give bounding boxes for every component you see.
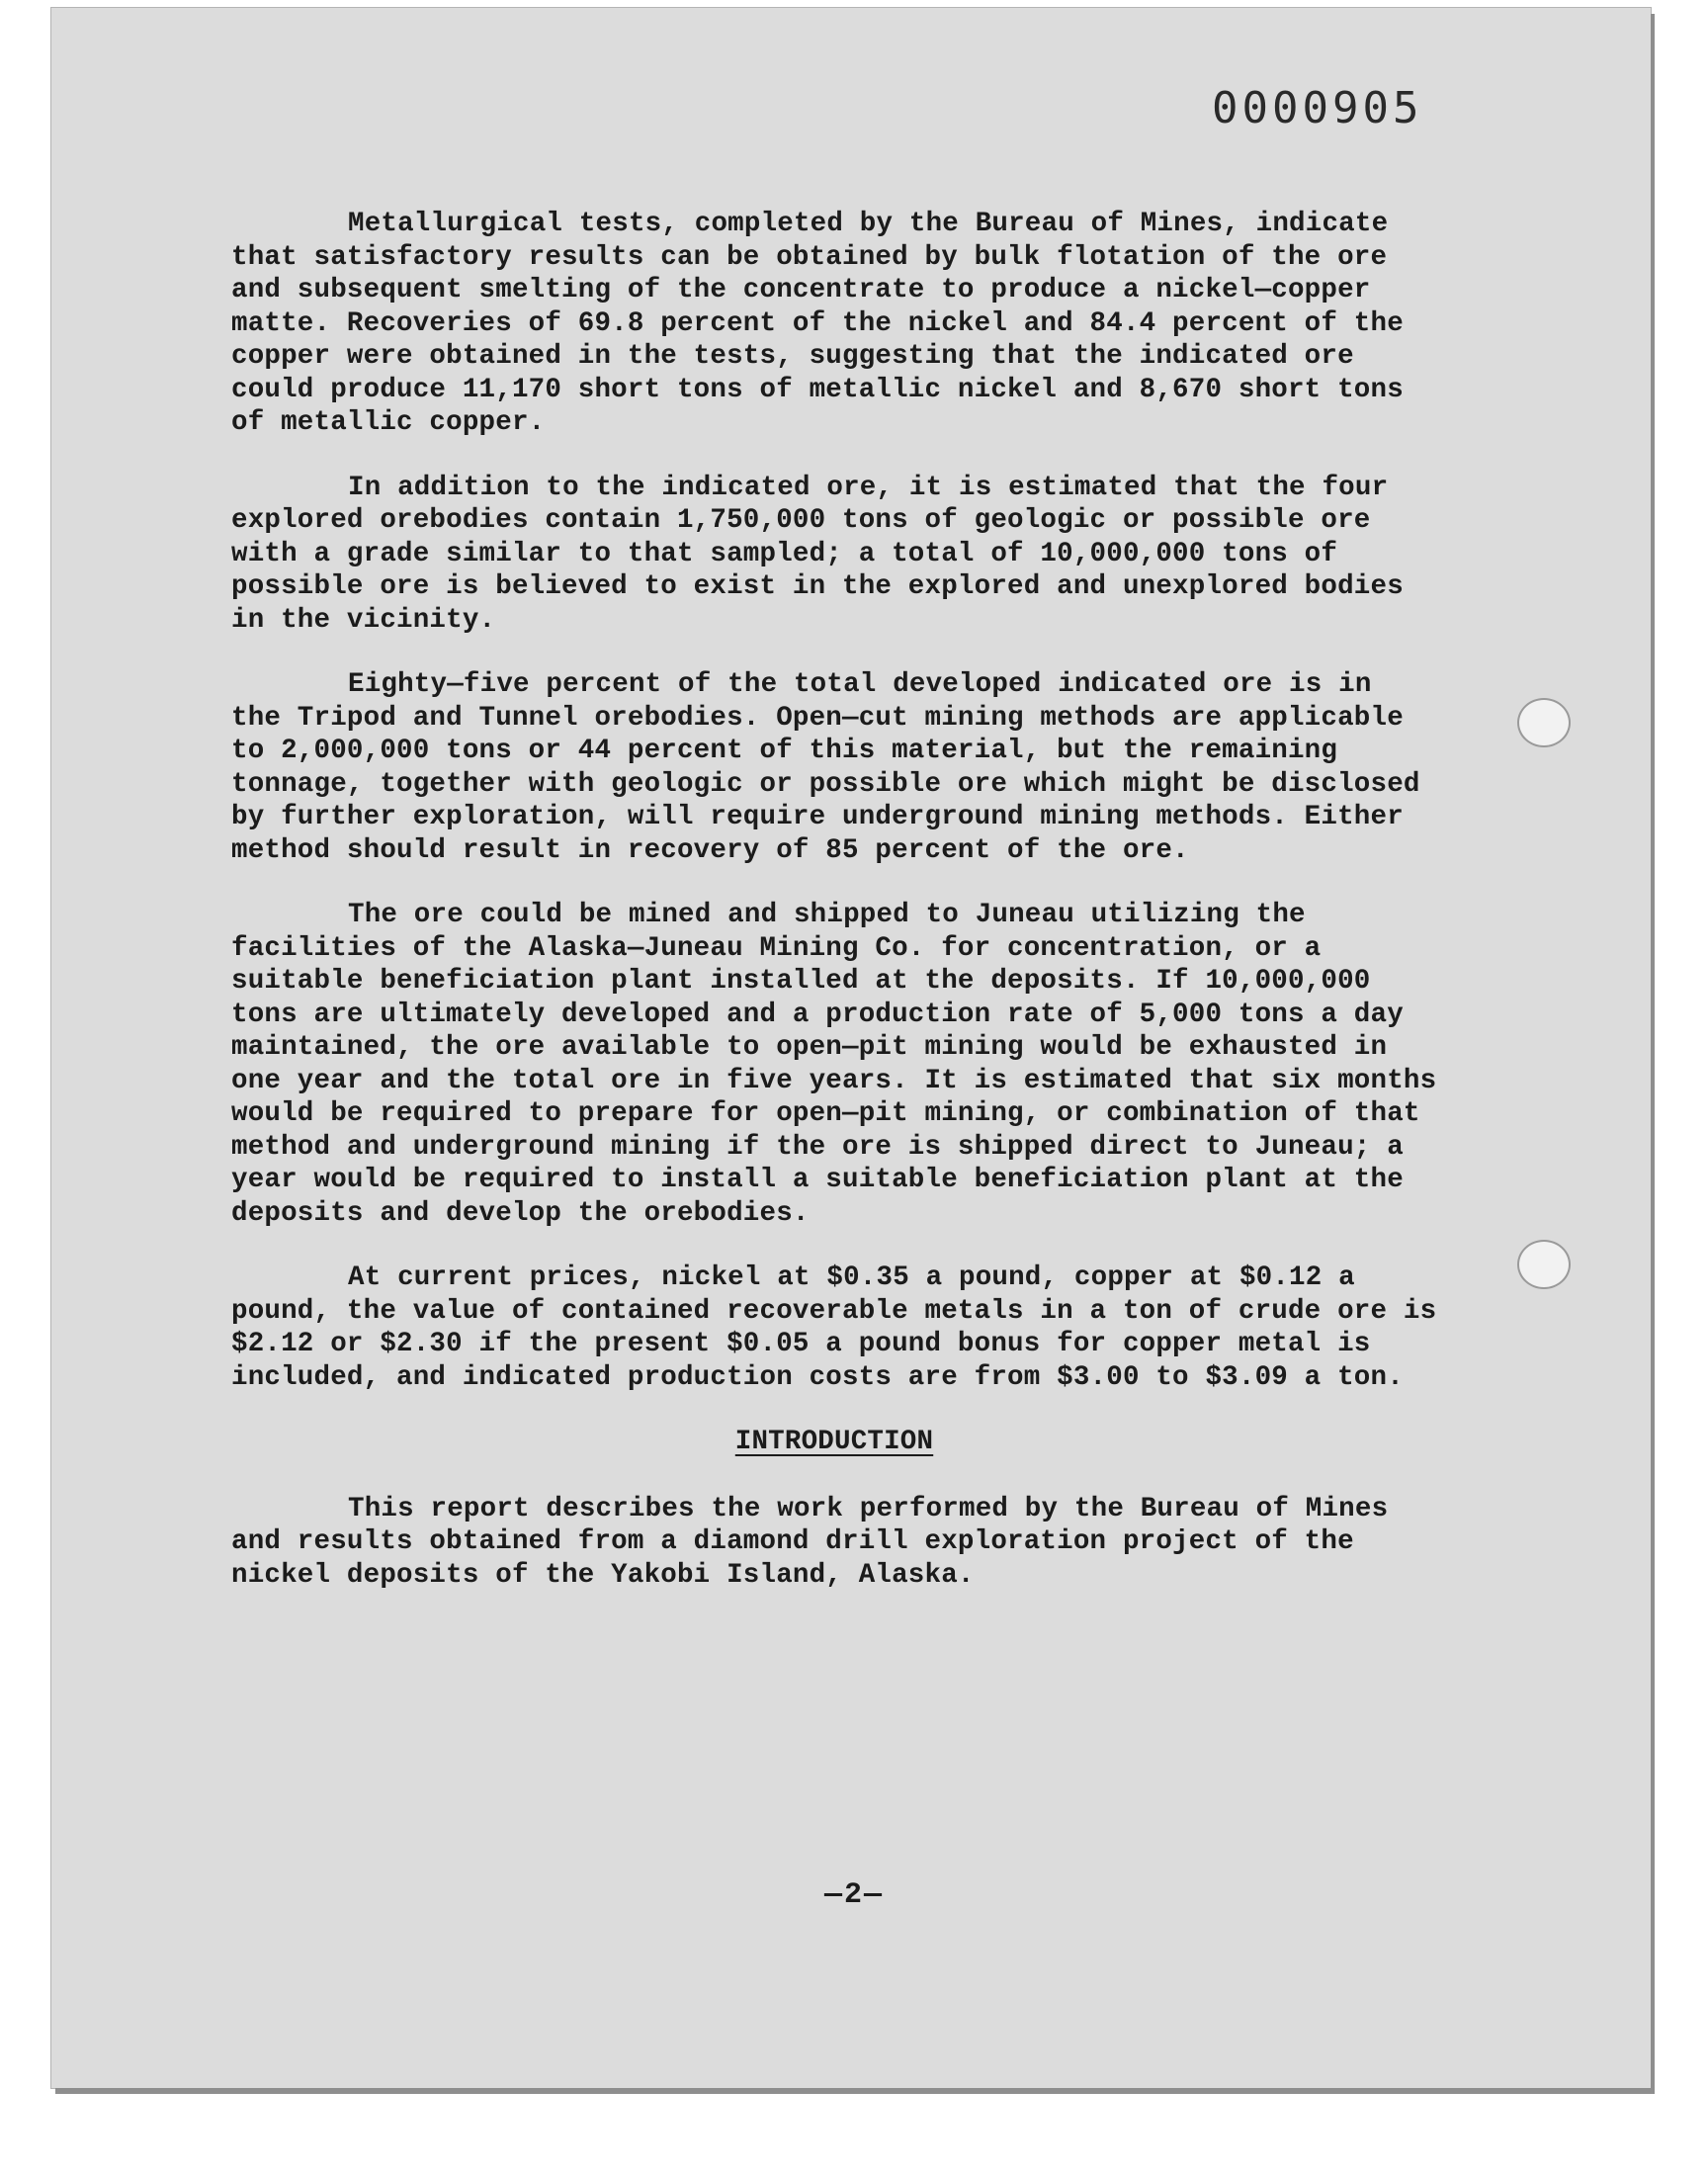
page-number: —2—	[823, 1878, 884, 1912]
section-heading	[231, 1426, 1437, 1459]
paragraph-introduction: This report describes the work performed by the Bureau of Mines and results obtained from a diamond drill exploration project of the nickel deposits of the Yakobi Island, Alaska.	[231, 1493, 1389, 1591]
document-number: 0000905	[1212, 83, 1423, 133]
section-heading-text: INTRODUCTION	[734, 1427, 934, 1457]
paragraph-possible-ore: In addition to the indicated ore, it is estimated that the four explored orebodies contain 1,750,000 tons of geologic or possible ore with a grade similar to that sampled; a total of 10,000,000 tons of possible ore is believed to exist in the explored and unexplored bodies in the vicinity.	[231, 472, 1404, 636]
paragraph-metallurgical-tests: Metallurgical tests, completed by the Bureau of Mines, indicate that satisfactory results can be obtained by bulk flotation of the ore and subsequent smelting of the concentrate to produce a nickel—copper matte. Recoveries of 69.8 percent of the nickel and 84.4 percent of the copper were obtained in the tests, suggesting that the indicated ore could produce 11,170 short tons of metallic nickel and 8,670 short tons of metallic copper.	[231, 209, 1404, 438]
paragraph-mining-methods: Eighty—five percent of the total developed indicated ore is in the Tripod and Tunnel orebodies. Open—cut mining methods are applicable to 2,000,000 tons or 44 percent of this material, but the remaining tonnage, together with geologic or possible ore which might be disclosed by further exploration, will require underground mining methods. Either method should result in recovery of 85 percent of the ore.	[231, 669, 1420, 866]
paragraph-current-prices: At current prices, nickel at $0.35 a pound, copper at $0.12 a pound, the value of contained recoverable metals in a ton of crude ore is $2.12 or $2.30 if the present $0.05 a pound bonus for copper metal is included, and indicated production costs are from $3.00 to $3.09 a ton.	[231, 1262, 1437, 1393]
document-body	[231, 208, 1437, 1623]
paragraph-shipping-juneau: The ore could be mined and shipped to Juneau utilizing the facilities of the Alaska—Juneau Mining Co. for concentration, or a suitable beneficiation plant installed at the deposits. If 10,000,000 tons are ultimately developed and a production rate of 5,000 tons a day maintained, the ore available to open—pit mining would be exhausted in one year and the total ore in five years. It is estimated that six months would be required to prepare for open—pit mining, or combination of that method and underground mining if the ore is shipped direct to Juneau; a year would be required to install a suitable beneficiation plant at the deposits and develop the orebodies.	[231, 900, 1437, 1229]
